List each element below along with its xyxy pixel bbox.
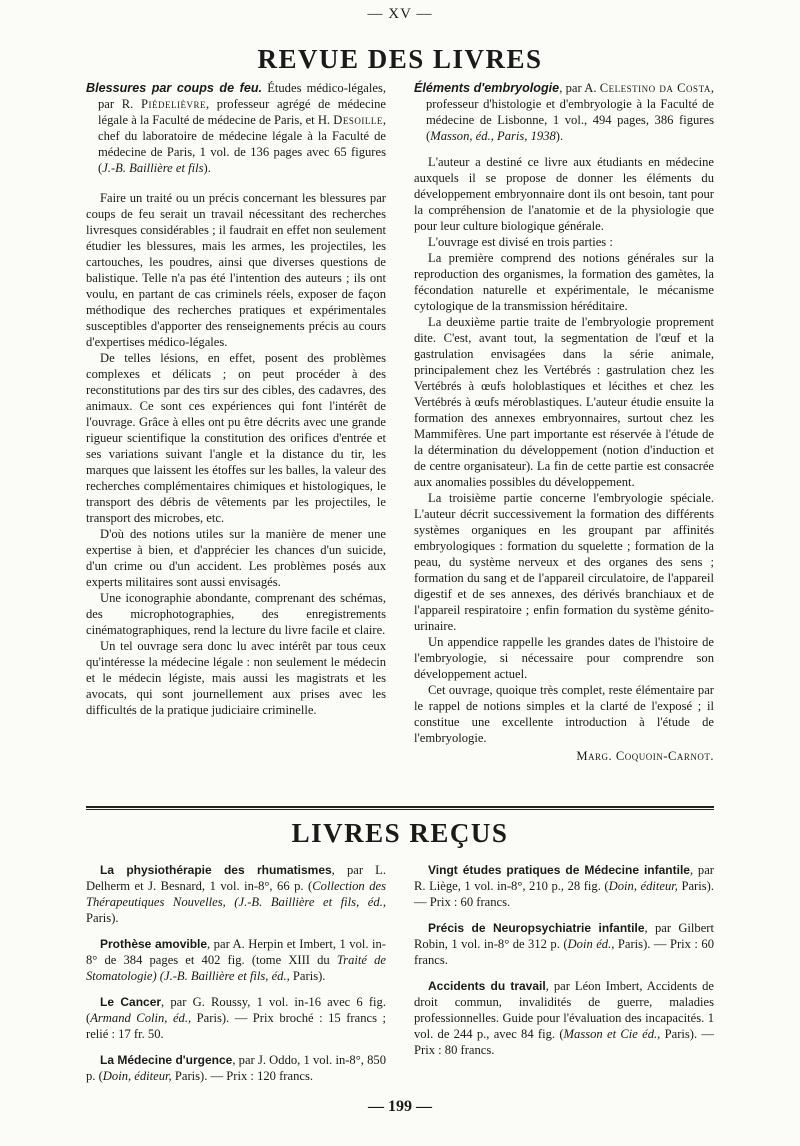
book-title: Prothèse amovible	[100, 937, 208, 951]
book-title: Vingt études pratiques de Médecine infantile	[428, 863, 690, 877]
book-title: Blessures par coups de feu.	[86, 81, 263, 95]
paragraph: D'où des notions utiles sur la manière de mener une expertise à bien, et d'apprécier les chances d'un suicide, d'un crime ou d'un accident. Les problèmes posés aux experts militaires sont aussi envisagés.	[86, 527, 386, 589]
book-details: , par L. Delherm et J. Besnard, 1 vol. in-8°, 66 p. (	[86, 863, 386, 893]
roman-page-number: — XV —	[367, 6, 433, 22]
paragraph: Une iconographie abondante, comprenant des schémas, des microphotographies, des enregistrements cinématographiques, rend la lecture du livre facile et claire.	[86, 591, 386, 637]
book-details: , par J. Oddo, 1 vol. in-8°, 850 p. (	[86, 1053, 386, 1083]
reference-text: , professeur d'histologie et d'embryologie à la Faculté de médecine de Lisbonne, 1 vol., 494 pages, 386 figures (	[426, 81, 714, 143]
section-divider	[86, 806, 714, 808]
reference-text: , par A.	[559, 81, 600, 95]
book-title: Accidents du travail	[428, 979, 546, 993]
reference-text: , professeur agrégé de médecine légale à la Faculté de médecine de Paris, et H.	[98, 97, 386, 127]
book-details: Paris).	[86, 911, 119, 925]
book-details: Paris). — Prix broché : 15 francs ; relié : 17 fr. 50.	[86, 1011, 386, 1041]
paragraph: Faire un traité ou un précis concernant les blessures par coups de feu serait un travail nécessitant des recherches livresques considérables ; il faudrait en effet non seulement étudier les blessures, mais les armes, les projectiles, les cartouches, les poudres, ainsi que diverses questions de balistique. Telle n'a pas été l'intention des auteurs ; ils ont voulu, en partant de cas criminels réels, exposer de façon méthodique des recherches pratiques et expérimentales susceptibles d'apporter des renseignements précis au cours d'expertises médico-légales.	[86, 191, 386, 349]
paragraph: Cet ouvrage, quoique très complet, reste élémentaire par le rappel de notions simples et la clarté de l'exposé ; il constitue une excellente introduction à l'étude de l'embryologie.	[414, 683, 714, 745]
paragraph: La troisième partie concerne l'embryologie spéciale. L'auteur décrit successivement la formation des différents systèmes organiques en les groupant par affinités embryologiques : formation du squelette ; formation de la peau, du système nerveux et des organes des sens ; formation du sang et de l'appareil circulatoire, de l'appareil digestif et de ses annexes, des dérivés branchiaux et de l'appareil respiratoire ; enfin formation du système génito-urinaire.	[414, 491, 714, 633]
paragraph: La deuxième partie traite de l'embryologie proprement dite. C'est, avant tout, la segmentation de l'œuf et la gastrulation envisagées dans la série animale, principalement chez les Vertébrés : gastrulation chez les Vertébrés à œufs holoblastiques et lécithes et chez les Vertébrés à œufs méroblastiques. L'auteur étudie ensuite la formation des annexes embryonnaires, surtout chez les Mammifères. Une part importante est réservée à l'étude de la détermination du développement (notion d'induction et de centre organisateur). La fin de cette partie est consacrée aux anomalies possibles du développement.	[414, 315, 714, 489]
book-details: Paris). — Prix : 80 francs.	[414, 1027, 715, 1057]
author-name: Desoille	[333, 113, 383, 127]
received-book-item	[86, 1052, 386, 1084]
received-books-title: LIVRES REÇUS	[291, 818, 509, 848]
book-details: , par R. Liège, 1 vol. in-8°, 210 p., 28 fig. (	[414, 863, 714, 893]
book-title: Le Cancer	[100, 995, 162, 1009]
book-details: Paris). — Prix : 60 francs.	[414, 879, 714, 909]
section-divider-thin	[86, 809, 714, 810]
book-title: La Médecine d'urgence	[100, 1053, 233, 1067]
book-details: Paris). — Prix : 60 francs.	[414, 937, 714, 967]
received-book-item	[86, 862, 386, 926]
paragraph: La première comprend des notions générales sur la reproduction des organismes, la formation des gamètes, la fécondation naturelle et expérimentale, le mécanisme cytologique de la transmission héréditaire.	[414, 251, 714, 313]
publisher: Doin, éditeur,	[102, 1069, 172, 1083]
publisher: Doin éd.,	[567, 937, 615, 951]
author-name: Piédelièvre	[140, 97, 206, 111]
received-book-item	[414, 920, 714, 968]
publisher: Doin, éditeur,	[608, 879, 678, 893]
book-details: Paris). — Prix : 120 francs.	[171, 1069, 314, 1083]
paragraph: L'auteur a destiné ce livre aux étudiants en médecine auxquels il se propose de donner les éléments du développement embryonnaire dont ils ont besoin, tant pour la compréhension de l'anatomie et de la physiologie que pour leur culture biologique générale.	[414, 155, 714, 233]
reference-text: Études médico-légales, par R.	[98, 81, 387, 111]
reviews-section-title: REVUE DES LIVRES	[257, 44, 543, 74]
author-name: Celestino da Costa	[599, 81, 711, 95]
reference-text: , chef du laboratoire de médecine légale à la Faculté de médecine de Paris, 1 vol. de 136 pages avec 65 figures (	[98, 113, 386, 175]
review-reference-1	[86, 80, 386, 176]
review-column-left	[86, 80, 386, 718]
book-title: Précis de Neuropsychiatrie infantile	[428, 921, 645, 935]
publisher: Armand Colin, éd.,	[90, 1011, 192, 1025]
received-book-item	[86, 936, 386, 984]
review-column-right	[414, 80, 714, 764]
page-number: — 199 —	[368, 1098, 432, 1115]
received-column-right	[414, 862, 714, 1068]
book-details: , par Gilbert Robin, 1 vol. in-8° de 312 p. (	[414, 921, 715, 951]
book-details: , par Léon Imbert, Accidents de droit commun, invalidités de guerre, maladies professionnelles. Guide pour l'évaluation des incapacités. 1 vol. de 244 p., avec 84 fig. (	[414, 979, 714, 1041]
reviewer-signature: Marg. Coquoin-Carnot.	[576, 749, 714, 763]
reference-text: ).	[555, 129, 564, 143]
book-details: Paris).	[289, 969, 326, 983]
book-details: , par A. Herpin et Imbert, 1 vol. in-8° de 384 pages et 402 fig. (tome XIII du	[86, 937, 386, 967]
publisher: Traité de Stomatologie) (J.-B. Baillière et fils, éd.,	[86, 953, 386, 983]
paragraph: Un tel ouvrage sera donc lu avec intérêt par tous ceux qu'intéresse la médecine légale : non seulement le médecin et le médecin légiste, mais aussi les magistrats et les avocats, qui sont journellement aux prises avec les difficultés de la pratique judiciaire criminelle.	[86, 639, 386, 717]
book-title: Éléments d'embryologie	[414, 81, 560, 95]
publisher: Collection des Thérapeutiques Nouvelles, (J.-B. Baillière et fils, éd.,	[86, 879, 386, 909]
received-column-left	[86, 862, 386, 1094]
received-book-item	[414, 978, 714, 1058]
book-title: La physiothérapie des rhumatismes	[100, 863, 332, 877]
book-details: , par G. Roussy, 1 vol. in-16 avec 6 fig. (	[86, 995, 386, 1025]
reference-text: ).	[203, 161, 211, 175]
publisher: Masson et Cie éd.,	[563, 1027, 661, 1041]
publisher: Masson, éd., Paris, 1938	[430, 129, 556, 143]
paragraph: L'ouvrage est divisé en trois parties :	[428, 235, 613, 249]
received-book-item	[414, 862, 714, 910]
paragraph: De telles lésions, en effet, posent des problèmes complexes et délicats ; on peut procéder à des reconstitutions par des tirs sur des cibles, des cadavres, des animaux. Ce sont ces expériences qui font l'intérêt de l'ouvrage. Grâce à elles ont pu être décrits avec une grande rigueur scientifique la constitution des orifices d'entrée et ses variations suivant l'angle et la distance du tir, les marques que laissent les étoffes sur les balles, la valeur des recherches complémentaires chimiques et histologiques, le transport des débris de vêtements par les projectiles, le transport des microbes, etc.	[86, 351, 386, 525]
publisher: J.-B. Baillière et fils	[102, 161, 204, 175]
paragraph: Un appendice rappelle les grandes dates de l'histoire de l'embryologie, si nécessaire pour comprendre son développement actuel.	[414, 635, 714, 681]
review-reference-2	[414, 80, 714, 144]
received-book-item	[86, 994, 386, 1042]
